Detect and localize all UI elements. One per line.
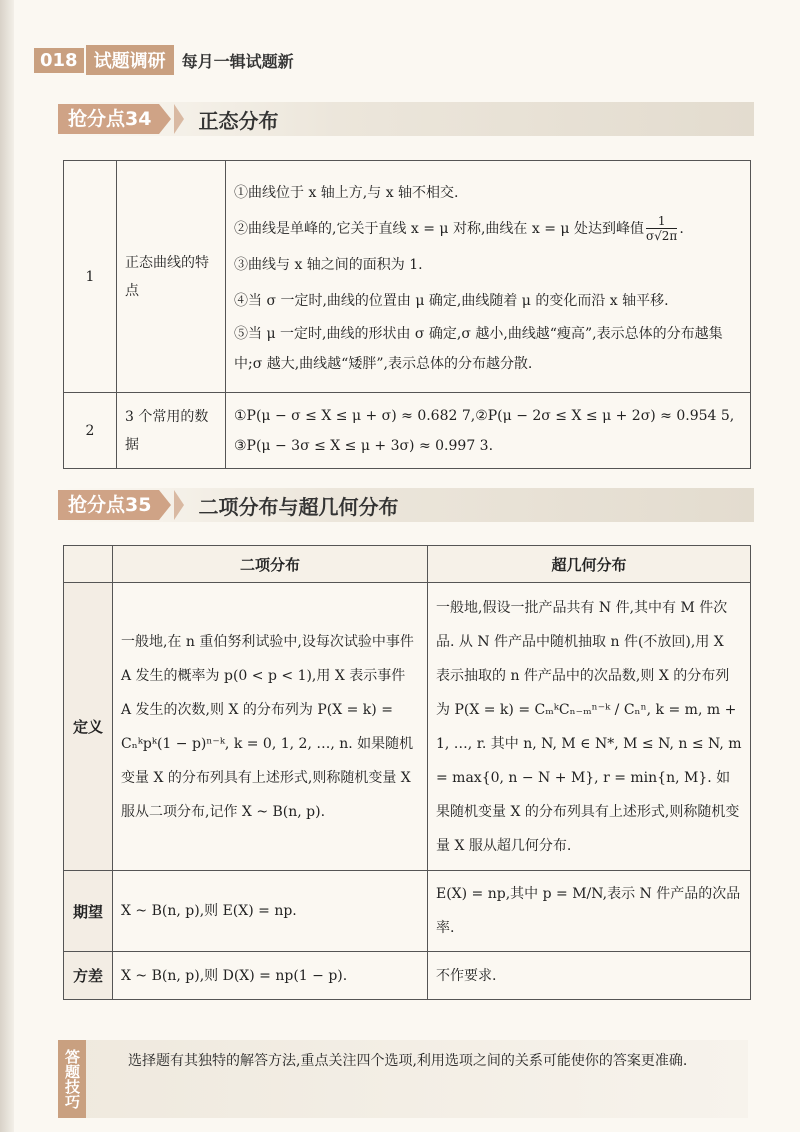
expectation-binomial: X ~ B(n, p),则 E(X) = np. <box>113 871 428 952</box>
table-row <box>64 871 751 952</box>
table-header-row <box>64 546 751 583</box>
section-34-name: 正态分布 <box>198 108 279 133</box>
row-content <box>226 393 751 469</box>
corner-cell <box>64 546 113 583</box>
col-header-binomial: 二项分布 <box>113 546 428 583</box>
book-spine-shadow <box>0 0 14 1132</box>
section-34-tag: 抢分点34 <box>58 104 159 134</box>
row-label-variance: 方差 <box>64 952 113 1000</box>
col-header-hypergeometric: 超几何分布 <box>428 546 751 583</box>
peak-fraction: $\frac{1}{\sigma√2\pi}$ <box>645 214 678 243</box>
tip-text: 选择题有其独特的解答方法,重点关注四个选项,利用选项之间的关系可能使你的答案更准确. <box>128 1053 688 1069</box>
normal-distribution-table <box>63 160 751 469</box>
feature-line: ②曲线是单峰的,它关于直线 x = μ 对称,曲线在 x = μ 处达到峰值 $\frac{1}{\sigma√2\pi}$ . <box>234 214 684 243</box>
tip-side-tag: 答题技巧 <box>58 1040 86 1118</box>
table-row <box>64 161 751 393</box>
chevron-icon <box>174 104 184 134</box>
row-number: 1 <box>64 161 117 393</box>
feature-line: ③曲线与 x 轴之间的面积为 1. <box>234 256 423 273</box>
table-row <box>64 583 751 871</box>
data-line: ①P(μ − σ ≤ X ≤ μ + σ) ≈ 0.682 7,②P(μ − 2σ ≤ X ≤ μ + 2σ) ≈ 0.954 5, <box>234 407 735 424</box>
variance-hypergeometric: 不作要求. <box>428 952 751 1000</box>
feature-line: ①曲线位于 x 轴上方,与 x 轴不相交. <box>234 184 459 201</box>
section-34-title-bar <box>58 102 754 136</box>
row-label: 3 个常用的数据 <box>117 393 226 469</box>
row-content <box>226 161 751 393</box>
row-number: 2 <box>64 393 117 469</box>
chevron-icon <box>174 490 184 520</box>
definition-hypergeometric: 一般地,假设一批产品共有 N 件,其中有 M 件次品. 从 N 件产品中随机抽取 n 件(不放回),用 X 表示抽取的 n 件产品中的次品数,则 X 的分布列为 P(X = k) = CₘᵏCₙ₋ₘⁿ⁻ᵏ / Cₙⁿ, k = m, m + 1, …, r. 其中 n, N, M ∈ N*, M ≤ N, n ≤ N, m = max{0, n − N + M}, r = min{n, M}. 如果随机变量 X 的分布列具有上述形式,则称随机变量 X 服从超几何分布. <box>428 583 751 871</box>
data-line: ③P(μ − 3σ ≤ X ≤ μ + 3σ) ≈ 0.997 3. <box>234 437 494 454</box>
expectation-hypergeometric: E(X) = np,其中 p = M/N,表示 N 件产品的次品率. <box>428 871 751 952</box>
page-number: 018 <box>34 48 84 73</box>
chevron-icon <box>159 490 171 520</box>
distribution-compare-table <box>63 545 751 1000</box>
row-label-expectation: 期望 <box>64 871 113 952</box>
header-subtitle: 每月一辑试题新 <box>181 51 294 71</box>
feature-line: ④当 σ 一定时,曲线的位置由 μ 确定,曲线随着 μ 的变化而沿 x 轴平移. <box>234 292 669 309</box>
feature-line: ⑤当 μ 一定时,曲线的形状由 σ 确定,σ 越小,曲线越“瘦高”,表示总体的分布越集中;σ 越大,曲线越“矮胖”,表示总体的分布越分散. <box>234 325 723 372</box>
variance-binomial: X ~ B(n, p),则 D(X) = np(1 − p). <box>113 952 428 1000</box>
section-35-name: 二项分布与超几何分布 <box>198 494 399 519</box>
header-section: 试题调研 <box>86 45 174 75</box>
section-35-title-bar <box>58 488 754 522</box>
table-row <box>64 952 751 1000</box>
page-header <box>34 46 294 74</box>
definition-binomial: 一般地,在 n 重伯努利试验中,设每次试验中事件 A 发生的概率为 p(0 < p < 1),用 X 表示事件 A 发生的次数,则 X 的分布列为 P(X = k) = Cₙᵏpᵏ(1 − p)ⁿ⁻ᵏ, k = 0, 1, 2, …, n. 如果随机变量 X 的分布列具有上述形式,则称随机变量 X 服从二项分布,记作 X ~ B(n, p). <box>113 583 428 871</box>
table-row <box>64 393 751 469</box>
row-label-definition: 定义 <box>64 583 113 871</box>
row-label: 正态曲线的特点 <box>117 161 226 393</box>
chevron-icon <box>159 104 171 134</box>
section-35-tag: 抢分点35 <box>58 490 159 520</box>
